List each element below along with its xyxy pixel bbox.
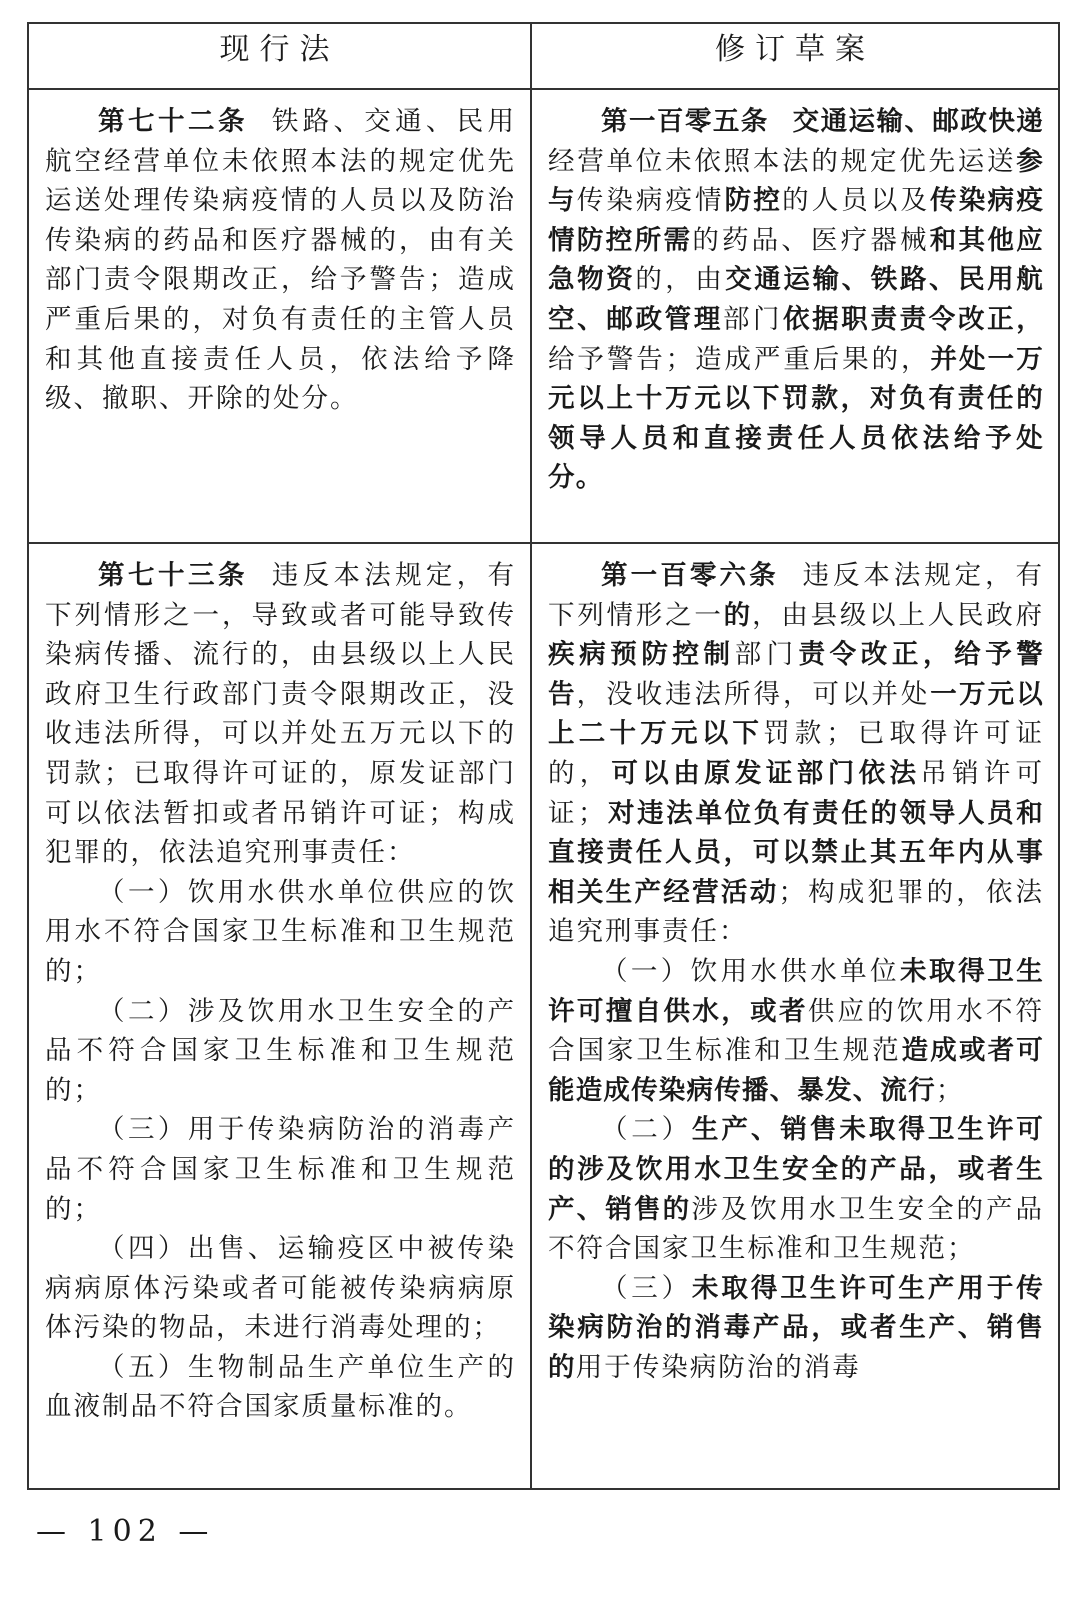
article-text: 铁路、交通、民用航空经营单位未依照本法的规定优先运送处理传染病疫情的人员以及防治传染病的药品和医疗器械的，由有关部门责令限期改正，给予警告；造成严重后果的，对负有责任的主管人员和其他直接责任人员，依法给予降级、撤职、开除的处分。	[45, 106, 517, 415]
original-text: 的人员以及	[782, 185, 931, 217]
revised-text: 造成或者可能造成传染病传播、暴发、流行	[548, 1035, 1044, 1106]
revised-text: 责令改正，给予警告	[548, 639, 1045, 710]
article-number: 第七十二条	[98, 106, 249, 137]
header-current-law: 现行法	[28, 23, 531, 89]
article-number: 第七十三条	[98, 560, 249, 591]
original-text: 用于传染病防治的消毒	[575, 1351, 861, 1383]
original-text: （二）	[601, 1114, 692, 1146]
revised-text: 参与	[548, 145, 1044, 217]
revised-text: 生产、销售未取得卫生许可的涉及饮用水卫生安全的产品，或者生产、销售的	[548, 1114, 1045, 1225]
original-text: 给予警告；造成严重后果的，	[548, 343, 931, 375]
revised-text: 交通运输、铁路、民用航空、邮政管理	[548, 264, 1045, 335]
original-text: ；	[935, 1074, 965, 1106]
revised-text: 一万元以上二十万元以下	[548, 678, 1045, 750]
original-text: 经营单位未依照本法的规定优先运送	[548, 145, 1017, 177]
original-text: 的药品、医疗器械	[692, 224, 930, 256]
item-1: （一）饮用水供水单位供应的饮用水不符合国家卫生标准和卫生规范的；	[45, 876, 516, 987]
revised-text: 可以由原发证部门依法	[611, 757, 921, 789]
article-72	[45, 102, 516, 419]
article-number: 第一百零五条	[601, 106, 769, 137]
cell-current-art72	[28, 89, 531, 543]
original-text: 供应的饮用水不符合国家卫生标准和卫生规范	[548, 995, 1044, 1067]
original-text: ；构成犯罪的，依法追究刑事责任：	[548, 876, 1044, 948]
original-text: 的，由	[635, 264, 726, 296]
article-106	[548, 556, 1044, 952]
item-2	[548, 1110, 1044, 1268]
item-5: （五）生物制品生产单位生产的血液制品不符合国家质量标准的。	[45, 1351, 516, 1423]
revised-text: 和其他应急物资	[548, 224, 1044, 296]
revised-text: 防控	[724, 185, 783, 217]
original-text: 违反本法规定，有下列情形之一	[548, 560, 1044, 631]
original-text: （三）	[601, 1272, 692, 1304]
original-text: ，由县级以上人民政府	[752, 599, 1045, 631]
original-text: （一）饮用水供水单位	[601, 955, 900, 987]
page-number: — 102 —	[36, 1514, 215, 1549]
revised-text: 未取得卫生许可生产用于传染病防治的消毒产品，或者生产、销售的	[548, 1272, 1045, 1383]
item-1	[548, 952, 1044, 1110]
revised-text: 传染病疫情防控所需	[548, 185, 1045, 256]
revised-text: 交通运输、邮政快递	[792, 106, 1044, 137]
revised-text: 依据职责责令改正，	[782, 303, 1044, 335]
cell-revised-art106	[531, 543, 1059, 1489]
header-revised-draft: 修订草案	[531, 23, 1059, 89]
article-number: 第一百零六条	[601, 560, 779, 591]
item-3: （三）用于传染病防治的消毒产品不符合国家卫生标准和卫生规范的；	[45, 1114, 516, 1225]
revised-text: 对违法单位负有责任的领导人员和直接责任人员，可以禁止其五年内从事相关生产经营活动	[548, 797, 1044, 908]
item-4: （四）出售、运输疫区中被传染病病原体污染或者可能被传染病病原体污染的物品，未进行消毒处理的；	[45, 1233, 516, 1344]
article-73	[45, 556, 516, 873]
cell-revised-art105	[531, 89, 1059, 543]
original-text: 部门	[734, 639, 799, 671]
original-text: 传染病疫情	[576, 185, 725, 217]
item-3	[548, 1269, 1044, 1388]
original-text: 罚款；已取得许可证的，	[548, 718, 1045, 789]
original-text: 吊销许可证；	[548, 757, 1045, 829]
comparison-table	[27, 22, 1060, 1490]
cell-current-art73	[28, 543, 531, 1489]
original-text: ，没收违法所得，可以并处	[576, 678, 931, 710]
article-text: 违反本法规定，有下列情形之一，导致或者可能导致传染病传播、流行的，由县级以上人民政府卫生行政部门责令限期改正，没收违法所得，可以并处五万元以下的罚款；已取得许可证的，原发证部门可以依法暂扣或者吊销许可证；构成犯罪的，依法追究刑事责任：	[45, 560, 517, 869]
original-text: 部门	[723, 303, 783, 335]
item-2: （二）涉及饮用水卫生安全的产品不符合国家卫生标准和卫生规范的；	[45, 995, 516, 1106]
revised-text: 的	[723, 599, 753, 631]
original-text: 涉及饮用水卫生安全的产品不符合国家卫生标准和卫生规范；	[548, 1193, 1044, 1265]
article-105	[548, 102, 1044, 498]
revised-text: 并处一万元以上十万元以下罚款，对负有责任的领导人员和直接责任人员依法给予处分。	[548, 343, 1044, 494]
revised-text: 疾病预防控制	[548, 639, 735, 671]
revised-text: 未取得卫生许可擅自供水，或者	[548, 955, 1045, 1027]
